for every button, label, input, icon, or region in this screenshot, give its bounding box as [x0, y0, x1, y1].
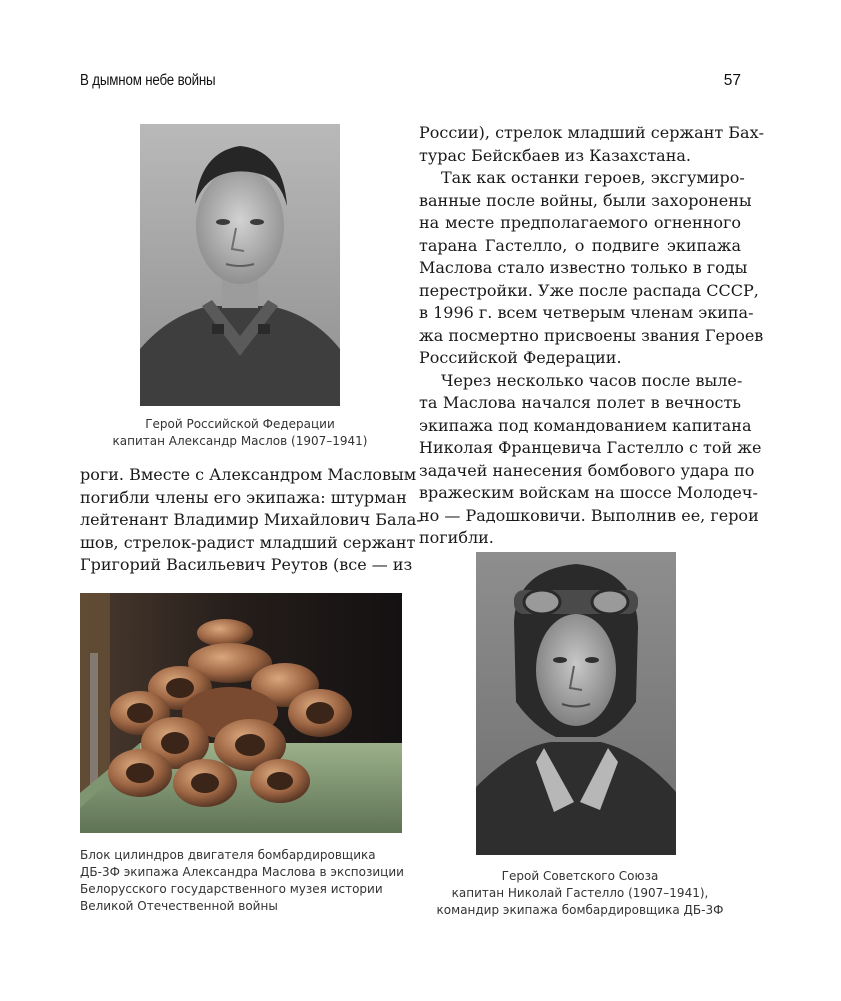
- running-head: В дымном небе войны: [80, 72, 216, 89]
- caption-line: Герой Российской Федерации: [145, 417, 335, 431]
- text-line: шов, стрелок-радист младший сержант: [80, 532, 416, 552]
- text-line: России), стрелок младший сержант Бах-: [419, 123, 765, 142]
- text-line: в 1996 г. всем четверым членам экипа-: [419, 303, 754, 322]
- text-line: роги. Вместе с Александром Масловым: [80, 465, 417, 484]
- caption-line: ДБ-3Ф экипажа Александра Маслова в экспозиции: [80, 865, 404, 879]
- text-line: Так как останки героев, эксгумиро-: [441, 168, 745, 187]
- text-line: задачей нанесения бомбового удара по: [419, 460, 755, 480]
- caption-line: Великой Отечественной войны: [80, 899, 278, 913]
- text-line: перестройки. Уже после распада СССР,: [419, 280, 759, 300]
- page-number: 57: [723, 72, 741, 89]
- text-line: Через несколько часов после выле-: [441, 370, 743, 390]
- caption-line: капитан Александр Маслов (1907–1941): [112, 434, 368, 448]
- gastello-portrait-photo: [476, 552, 676, 855]
- text-line: но — Радошковичи. Выполнив ее, герои: [419, 505, 759, 525]
- caption-line: Герой Советского Союза: [501, 869, 659, 883]
- text-line: погибли члены его экипажа: штурман: [80, 487, 407, 507]
- right-column-text: [419, 122, 765, 550]
- text-line: ванные после войны, были захоронены: [419, 190, 752, 210]
- caption-line: капитан Николай Гастелло (1907–1941),: [451, 886, 709, 900]
- text-line: вражеским войскам на шоссе Молодеч-: [419, 483, 758, 502]
- text-line: Российской Федерации.: [419, 348, 622, 367]
- text-line: Николая Францевича Гастелло с той же: [419, 438, 762, 457]
- text-line: лейтенант Владимир Михайлович Бала-: [80, 510, 422, 529]
- text-line: погибли.: [419, 528, 494, 547]
- text-line: экипажа под командованием капитана: [419, 415, 752, 435]
- gastello-photo-caption: [430, 868, 730, 919]
- left-column-text: [80, 464, 422, 577]
- engine-photo-caption: [80, 847, 410, 915]
- caption-line: командир экипажа бомбардировщика ДБ-3Ф: [436, 903, 724, 917]
- caption-line: Белорусского государственного музея истории: [80, 882, 383, 896]
- text-line: тарана Гастелло, о подвиге экипажа: [419, 235, 741, 255]
- text-line: жа посмертно присвоены звания Героев: [419, 325, 764, 345]
- maslov-photo-caption: [100, 416, 380, 450]
- text-line: турас Бейскбаев из Казахстана.: [419, 145, 692, 165]
- text-line: Григорий Васильевич Реутов (все — из: [80, 555, 413, 574]
- engine-block-photo: [80, 593, 402, 833]
- text-line: та Маслова начался полет в вечность: [419, 393, 741, 412]
- text-line: Маслова стало известно только в годы: [419, 258, 748, 277]
- caption-line: Блок цилиндров двигателя бомбардировщика: [80, 848, 376, 862]
- maslov-portrait-photo: [140, 124, 340, 406]
- text-line: на месте предполагаемого огненного: [419, 213, 741, 232]
